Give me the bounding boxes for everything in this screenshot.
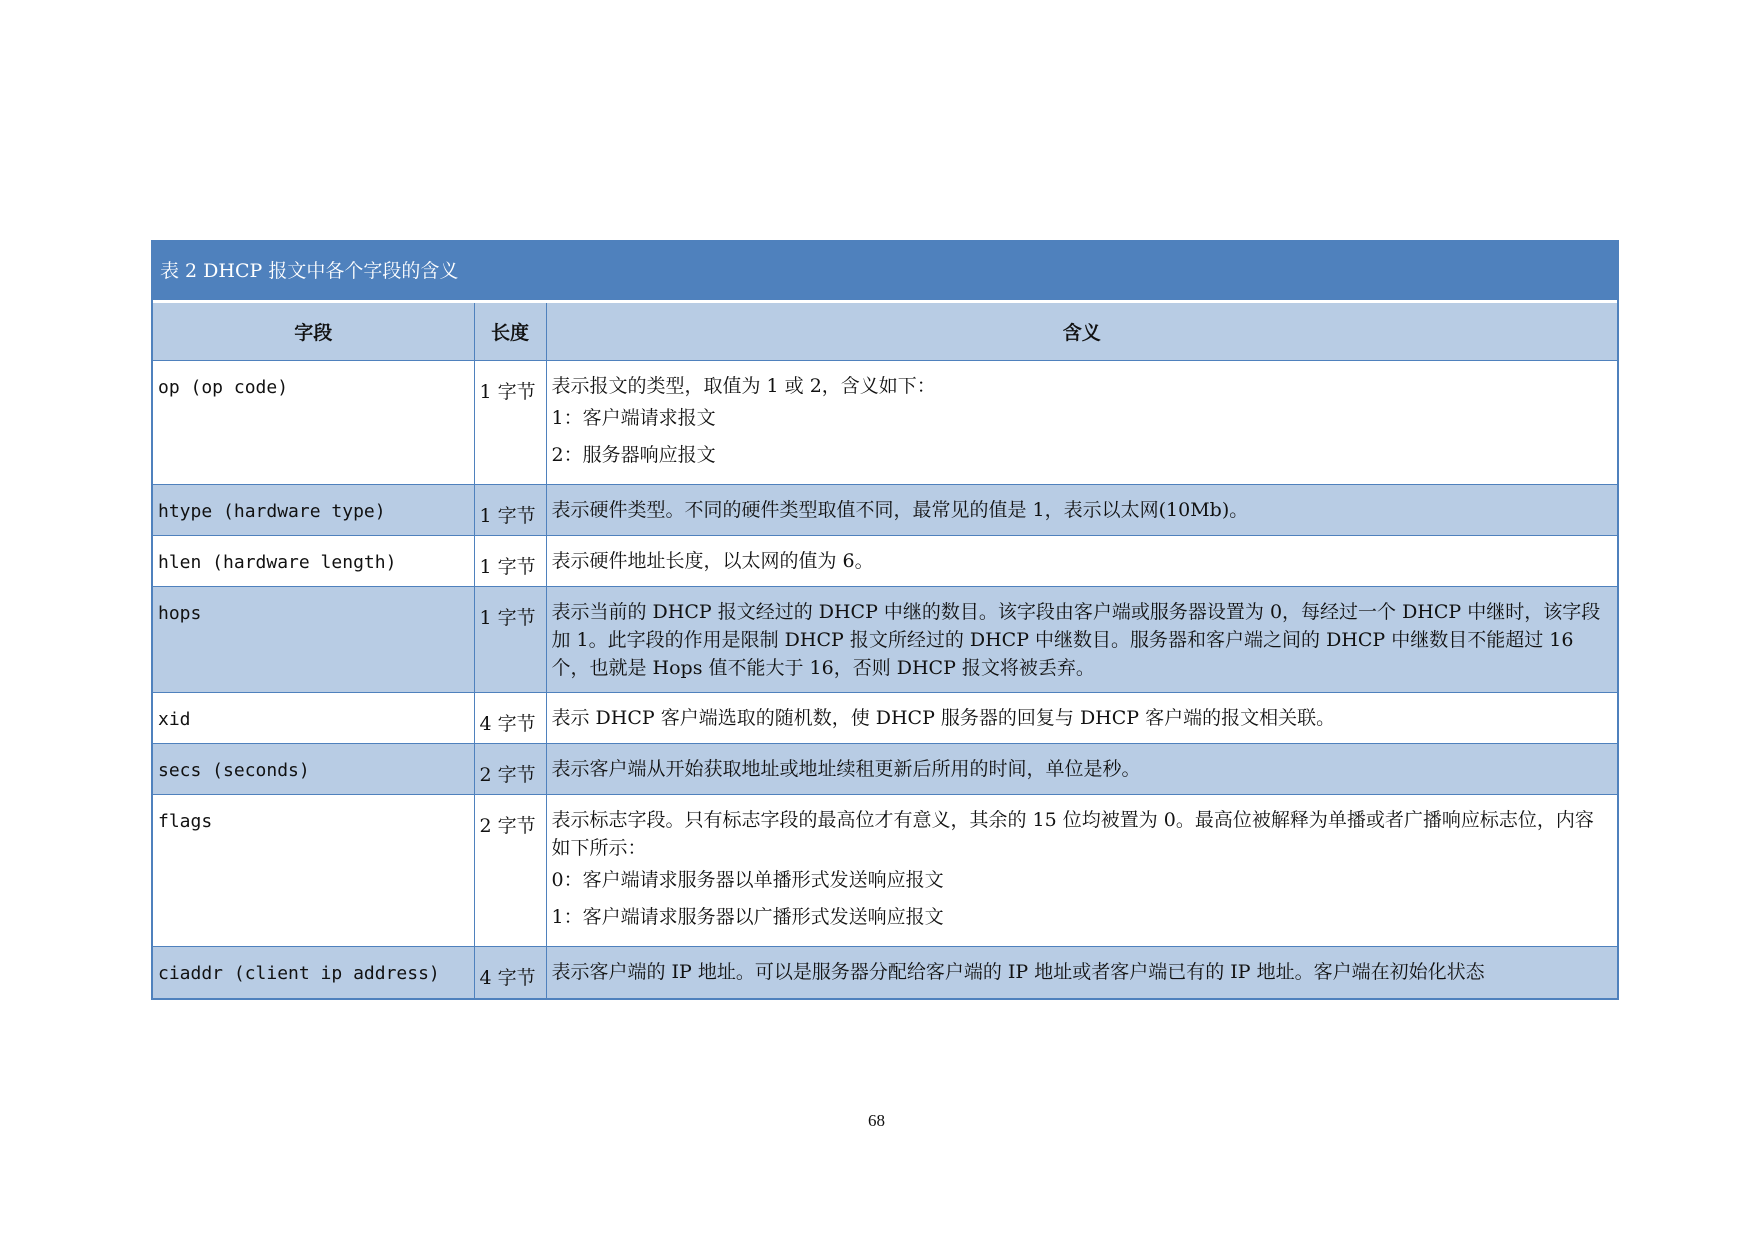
cell-field: ciaddr (client ip address)	[153, 947, 474, 998]
cell-length: 1 字节	[474, 536, 546, 587]
table-row	[153, 536, 1617, 587]
header-meaning: 含义	[546, 303, 1617, 361]
cell-field: xid	[153, 693, 474, 744]
cell-meaning	[546, 361, 1617, 485]
cell-field: flags	[153, 795, 474, 947]
table-caption: 表 2 DHCP 报文中各个字段的含义	[153, 242, 1617, 303]
meaning-text: 表示硬件地址长度，以太网的值为 6。	[551, 550, 874, 572]
table-row	[153, 947, 1617, 998]
cell-meaning	[546, 587, 1617, 693]
cell-meaning	[546, 947, 1617, 998]
cell-meaning	[546, 795, 1617, 947]
header-field: 字段	[153, 303, 474, 361]
fields-table-grid	[153, 303, 1617, 998]
header-length: 长度	[474, 303, 546, 361]
cell-field: hops	[153, 587, 474, 693]
cell-field: htype (hardware type)	[153, 485, 474, 536]
cell-length: 4 字节	[474, 947, 546, 998]
cell-field: secs (seconds)	[153, 744, 474, 795]
meaning-text: 表示硬件类型。不同的硬件类型取值不同，最常见的值是 1，表示以太网(10Mb)。	[551, 499, 1249, 521]
table-row	[153, 485, 1617, 536]
meaning-text: 表示标志字段。只有标志字段的最高位才有意义，其余的 15 位均被置为 0。最高位被解释为单播或者广播响应标志位，内容如下所示：	[551, 809, 1594, 859]
cell-length: 2 字节	[474, 744, 546, 795]
cell-field: op (op code)	[153, 361, 474, 485]
meaning-text: 表示 DHCP 客户端选取的随机数，使 DHCP 服务器的回复与 DHCP 客户端的报文相关联。	[551, 707, 1336, 729]
cell-length: 1 字节	[474, 485, 546, 536]
dhcp-fields-table	[151, 240, 1619, 1000]
meaning-text: 表示客户端的 IP 地址。可以是服务器分配给客户端的 IP 地址或者客户端已有的 IP 地址。客户端在初始化状态	[551, 961, 1485, 983]
meaning-text: 表示报文的类型，取值为 1 或 2，含义如下：	[551, 375, 936, 397]
cell-field: hlen (hardware length)	[153, 536, 474, 587]
cell-length: 2 字节	[474, 795, 546, 947]
meaning-text: 表示客户端从开始获取地址或地址续租更新后所用的时间，单位是秒。	[551, 758, 1141, 780]
meaning-sub-item: 0：客户端请求服务器以单播形式发送响应报文	[551, 869, 944, 891]
table-header-row	[153, 303, 1617, 361]
cell-meaning	[546, 536, 1617, 587]
table-row	[153, 693, 1617, 744]
meaning-sub-item: 1：客户端请求服务器以广播形式发送响应报文	[551, 906, 944, 928]
table-row	[153, 795, 1617, 947]
cell-meaning	[546, 744, 1617, 795]
table-row	[153, 587, 1617, 693]
cell-length: 1 字节	[474, 361, 546, 485]
cell-meaning	[546, 693, 1617, 744]
meaning-sub-item: 1：客户端请求报文	[551, 407, 716, 429]
meaning-sub-item: 2：服务器响应报文	[551, 444, 716, 466]
table-row	[153, 361, 1617, 485]
meaning-text: 表示当前的 DHCP 报文经过的 DHCP 中继的数目。该字段由客户端或服务器设置为 0，每经过一个 DHCP 中继时，该字段加 1。此字段的作用是限制 DHCP 报文所经过的 DHCP 中继数目。服务器和客户端之间的 DHCP 中继数目不能超过 16 个，也就是 Hops 值不能大于 16，否则 DHCP 报文将被丢弃。	[551, 601, 1601, 679]
cell-length: 4 字节	[474, 693, 546, 744]
cell-meaning	[546, 485, 1617, 536]
cell-length: 1 字节	[474, 587, 546, 693]
page-number: 68	[868, 1111, 885, 1130]
table-row	[153, 744, 1617, 795]
